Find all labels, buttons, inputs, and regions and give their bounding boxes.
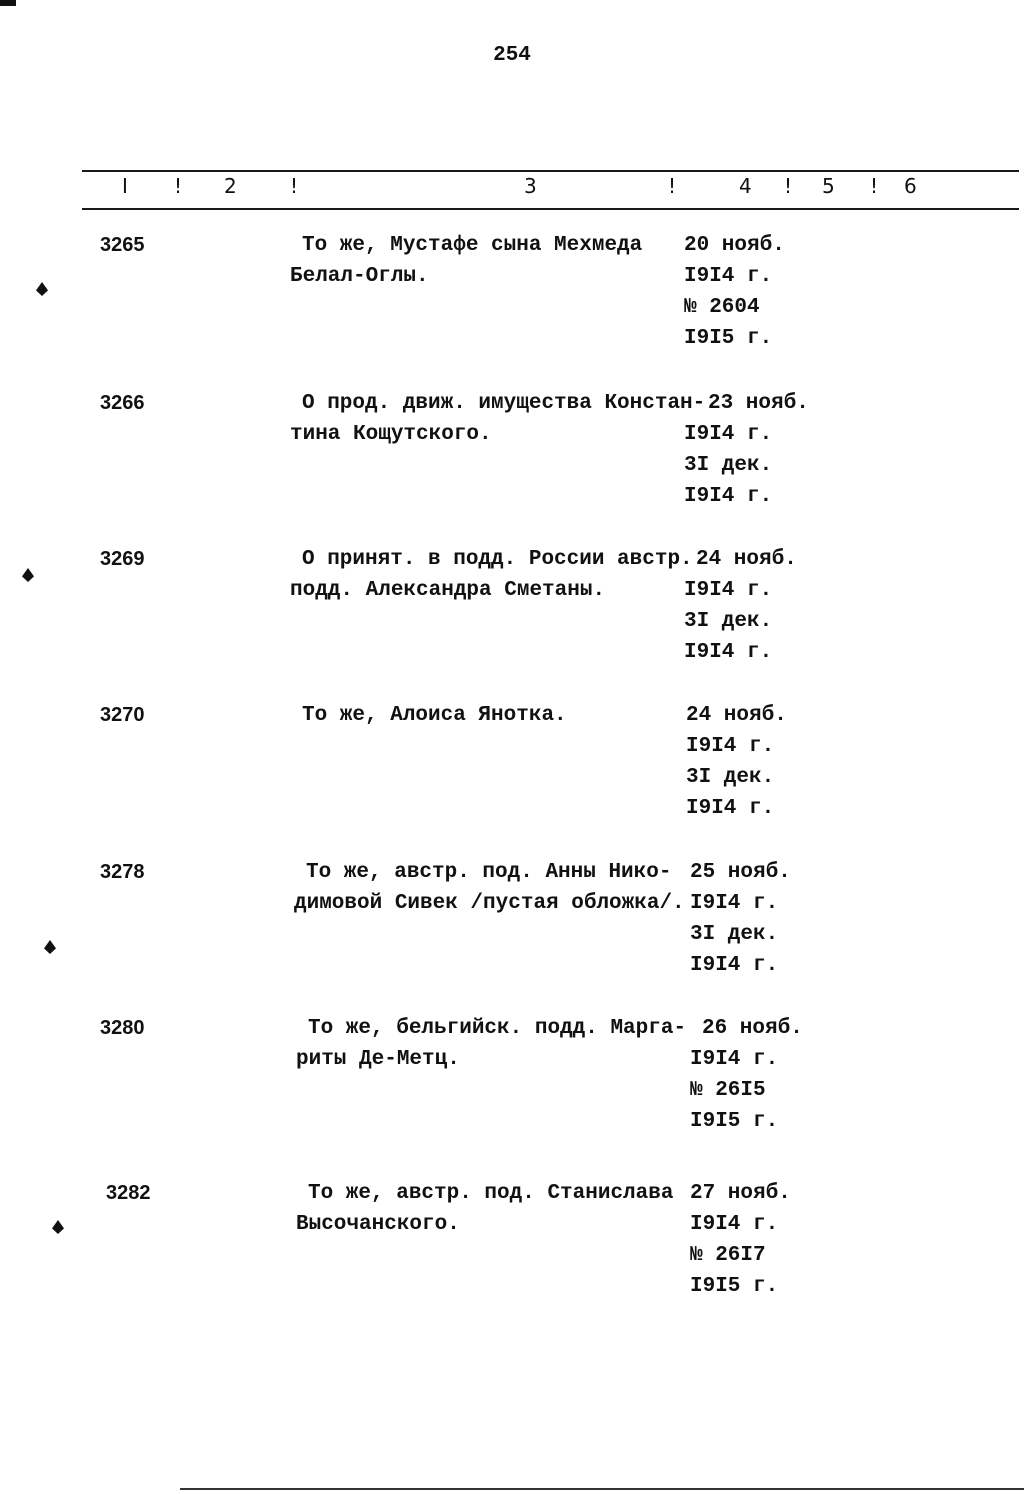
entry-number: 3270: [100, 704, 145, 726]
binder-hole-mark: [36, 282, 48, 296]
column-separator: !: [174, 174, 183, 198]
entry-number: 3266: [100, 392, 145, 414]
entry-number: 3282: [106, 1182, 151, 1204]
column-separator: !: [784, 174, 793, 198]
entry-number: 3280: [100, 1017, 145, 1039]
date-start-year: I9I4 г.: [690, 1213, 779, 1236]
entry-dates-continued: [684, 419, 772, 512]
entry-description-line1: О принят. в подд. России австр.: [302, 548, 693, 571]
date-end: № 2604: [684, 296, 760, 319]
entry-description-line1: То же, австр. под. Станислава: [308, 1182, 674, 1205]
entry-dates: [690, 857, 791, 981]
date-end-year: I9I4 г.: [686, 797, 775, 820]
entry-description-line2: Белал-Оглы.: [290, 265, 429, 288]
entry-description-line2: подд. Александра Сметаны.: [290, 579, 606, 602]
column-4-label: 4: [739, 174, 752, 198]
column-1-label: I: [122, 174, 128, 198]
page-bottom-rule: [180, 1488, 1024, 1490]
binder-hole-mark: [44, 940, 56, 954]
date-start: 25 нояб.: [690, 861, 791, 884]
entry-description-line1: То же, Мустафе сына Мехмеда: [302, 234, 643, 257]
entry-description-line1: То же, австр. под. Анны Нико-: [306, 861, 672, 884]
date-end: № 26I5: [690, 1079, 766, 1102]
date-start: 24 нояб.: [696, 548, 797, 571]
date-end: 3I дек.: [684, 454, 773, 477]
date-end: № 26I7: [690, 1244, 766, 1267]
column-separator: !: [870, 174, 879, 198]
column-6-label: 6: [904, 174, 917, 198]
column-2-label: 2: [224, 174, 237, 198]
column-header: [0, 174, 1024, 204]
entry-description-line1: То же, Алоиса Янотка.: [302, 704, 567, 727]
date-start: 26 нояб.: [702, 1017, 803, 1040]
date-end-year: I9I4 г.: [690, 954, 779, 977]
header-top-rule: [82, 170, 1019, 172]
column-separator: !: [668, 174, 677, 198]
corner-mark: [0, 0, 16, 6]
entry-dates: [696, 544, 797, 575]
date-start: 20 нояб.: [684, 234, 785, 257]
date-start-year: I9I4 г.: [690, 892, 779, 915]
entry-dates: [686, 700, 787, 824]
entry-dates: [708, 388, 809, 419]
date-start-year: I9I4 г.: [684, 265, 773, 288]
date-start-year: I9I4 г.: [690, 1048, 779, 1071]
date-end-year: I9I4 г.: [684, 485, 773, 508]
entry-description-line1: То же, бельгийск. подд. Марга-: [308, 1017, 687, 1040]
entry-description-line2: тина Кощутского.: [290, 423, 492, 446]
date-end: 3I дек.: [684, 610, 773, 633]
entry-description-line2: Высочанского.: [296, 1213, 460, 1236]
entry-dates: [690, 1178, 791, 1302]
entry-description-line2: риты Де-Метц.: [296, 1048, 460, 1071]
date-start: 23 нояб.: [708, 392, 809, 415]
date-start: 27 нояб.: [690, 1182, 791, 1205]
entry-description-line2: димовой Сивек /пустая обложка/.: [294, 892, 685, 915]
entry-number: 3265: [100, 234, 145, 256]
binder-hole-mark: [52, 1220, 64, 1234]
column-3-label: 3: [524, 174, 537, 198]
header-bottom-rule: [82, 208, 1019, 210]
date-end-year: I9I5 г.: [684, 327, 773, 350]
entry-dates-continued: [690, 1044, 778, 1137]
column-5-label: 5: [822, 174, 835, 198]
entry-description-line1: О прод. движ. имущества Констан-: [302, 392, 706, 415]
column-separator: !: [290, 174, 299, 198]
entry-dates: [684, 230, 785, 354]
date-start-year: I9I4 г.: [684, 423, 773, 446]
date-start-year: I9I4 г.: [686, 735, 775, 758]
binder-hole-mark: [22, 568, 34, 582]
date-start-year: I9I4 г.: [684, 579, 773, 602]
date-start: 24 нояб.: [686, 704, 787, 727]
date-end-year: I9I4 г.: [684, 641, 773, 664]
date-end: 3I дек.: [686, 766, 775, 789]
page-number: 254: [493, 44, 531, 67]
date-end: 3I дек.: [690, 923, 779, 946]
entry-dates: [702, 1013, 803, 1044]
date-end-year: I9I5 г.: [690, 1275, 779, 1298]
entry-number: 3269: [100, 548, 145, 570]
entry-dates-continued: [684, 575, 772, 668]
entry-number: 3278: [100, 861, 145, 883]
date-end-year: I9I5 г.: [690, 1110, 779, 1133]
